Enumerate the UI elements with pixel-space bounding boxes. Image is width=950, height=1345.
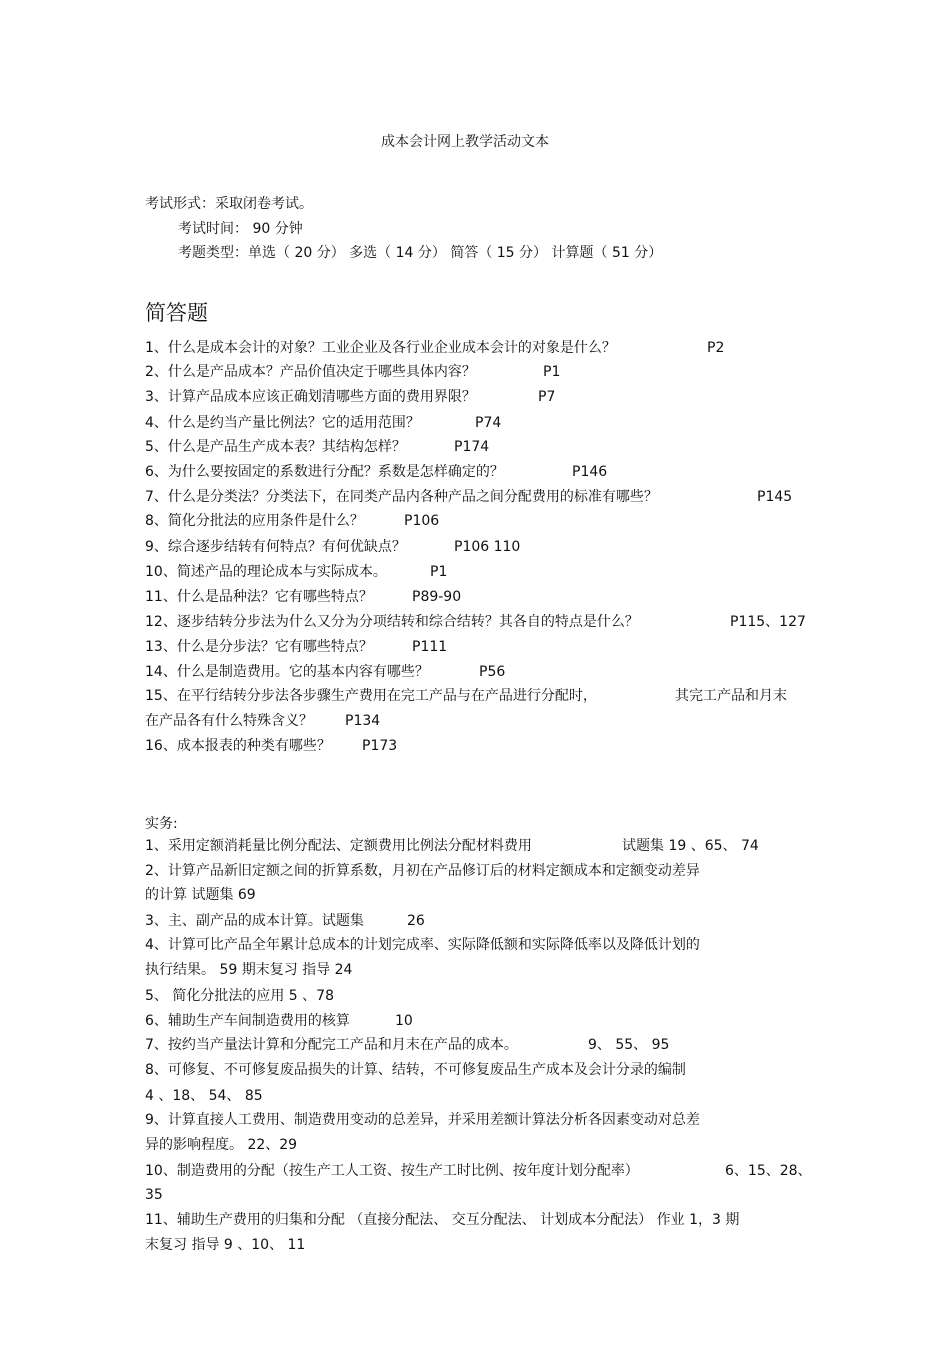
practice-item bbox=[145, 836, 759, 856]
exercise-reference: 6、15、28、 bbox=[725, 1163, 812, 1179]
practice-item bbox=[145, 1235, 305, 1255]
short-answer-item bbox=[145, 612, 806, 632]
page-reference: P111 bbox=[412, 639, 448, 655]
short-answer-item bbox=[145, 511, 440, 531]
question-text: 1、什么是成本会计的对象？工业企业及各行业企业成本会计的对象是什么？ bbox=[145, 340, 616, 356]
question-text: 10、简述产品的理论成本与实际成本。 bbox=[145, 564, 387, 580]
short-answer-item bbox=[145, 413, 502, 433]
short-answer-item bbox=[145, 562, 448, 582]
page-reference: P2 bbox=[707, 340, 725, 356]
question-text: 13、什么是分步法？它有哪些特点？ bbox=[145, 639, 373, 655]
document-title: 成本会计网上教学活动文本 bbox=[381, 134, 549, 150]
question-text: 4、什么是约当产量比例法？它的适用范围？ bbox=[145, 415, 420, 431]
page-reference: P74 bbox=[475, 415, 502, 431]
question-text: 5、什么是产品生产成本表？其结构怎样？ bbox=[145, 439, 406, 455]
practice-text: 末复习 指导 9 、10、 11 bbox=[145, 1237, 306, 1253]
page-reference: P145 bbox=[757, 489, 793, 505]
short-answer-item bbox=[145, 362, 561, 382]
practice-text: 7、按约当产量法计算和分配完工产品和月末在产品的成本。 bbox=[145, 1037, 518, 1053]
question-text: 9、综合逐步结转有何特点？有何优缺点？ bbox=[145, 539, 406, 555]
exercise-reference: 9、 55、 95 bbox=[588, 1037, 670, 1053]
practice-item bbox=[145, 861, 700, 881]
exam-time: 考试时间： 90 分钟 bbox=[178, 221, 303, 237]
question-text: 3、计算产品成本应该正确划清哪些方面的费用界限？ bbox=[145, 389, 476, 405]
short-answer-item bbox=[145, 637, 448, 657]
question-text: 7、什么是分类法？分类法下，在同类产品内各种产品之间分配费用的标准有哪些？ bbox=[145, 489, 658, 505]
question-text: 14、什么是制造费用。它的基本内容有哪些？ bbox=[145, 664, 429, 680]
page-reference: P173 bbox=[362, 738, 398, 754]
question-text: 6、为什么要按固定的系数进行分配？系数是怎样确定的？ bbox=[145, 464, 504, 480]
practice-text: 3、主、副产品的成本计算。试题集 bbox=[145, 913, 364, 929]
short-answer-item bbox=[145, 662, 506, 682]
practice-item bbox=[145, 1185, 163, 1205]
question-text: 16、成本报表的种类有哪些？ bbox=[145, 738, 331, 754]
practice-item bbox=[145, 885, 256, 905]
page-reference: P106 bbox=[404, 513, 440, 529]
practice-item bbox=[145, 1110, 700, 1130]
question-text: 2、什么是产品成本？产品价值决定于哪些具体内容？ bbox=[145, 364, 476, 380]
short-answer-item bbox=[145, 338, 725, 358]
page-reference: P7 bbox=[538, 389, 556, 405]
practice-text: 10、制造费用的分配（按生产工人工资、按生产工时比例、按年度计划分配率） bbox=[145, 1163, 639, 1179]
question-text: 8、简化分批法的应用条件是什么？ bbox=[145, 513, 364, 529]
exercise-reference: 10 bbox=[395, 1013, 413, 1029]
short-answer-item bbox=[145, 686, 787, 706]
practice-text: 4、计算可比产品全年累计总成本的计划完成率、实际降低额和实际降低率以及降低计划的 bbox=[145, 937, 700, 953]
exam-question-types: 考题类型：单选（ 20 分） 多选（ 14 分） 简答（ 15 分） 计算题（ 51 分） bbox=[178, 245, 663, 261]
practice-heading: 实务: bbox=[145, 816, 178, 832]
short-answer-item bbox=[145, 462, 608, 482]
exercise-reference: 26 bbox=[407, 913, 425, 929]
question-text: 11、什么是品种法？它有哪些特点？ bbox=[145, 589, 373, 605]
short-answer-item bbox=[145, 587, 462, 607]
practice-text: 的计算 试题集 69 bbox=[145, 887, 256, 903]
page-reference: P89-90 bbox=[412, 589, 462, 605]
page-reference: P174 bbox=[454, 439, 490, 455]
short-answer-item bbox=[145, 736, 398, 756]
short-answer-item bbox=[145, 711, 381, 731]
practice-text: 6、辅助生产车间制造费用的核算 bbox=[145, 1013, 350, 1029]
practice-item bbox=[145, 1060, 686, 1080]
question-text: 12、逐步结转分步法为什么又分为分项结转和综合结转？其各自的特点是什么？ bbox=[145, 614, 639, 630]
page-reference: P134 bbox=[345, 713, 381, 729]
practice-text: 5、 简化分批法的应用 5 、78 bbox=[145, 988, 334, 1004]
practice-item bbox=[145, 1135, 297, 1155]
practice-text: 8、可修复、不可修复废品损失的计算、结转，不可修复废品生产成本及会计分录的编制 bbox=[145, 1062, 686, 1078]
practice-item bbox=[145, 911, 425, 931]
page-reference: 其完工产品和月末 bbox=[675, 688, 787, 704]
page-reference: P115、127 bbox=[730, 614, 806, 630]
practice-text: 35 bbox=[145, 1187, 163, 1203]
exam-form: 考试形式：采取闭卷考试。 bbox=[145, 196, 313, 212]
practice-item bbox=[145, 935, 700, 955]
practice-text: 4 、18、 54、 85 bbox=[145, 1088, 263, 1104]
practice-item bbox=[145, 1035, 670, 1055]
practice-item bbox=[145, 1210, 739, 1230]
practice-item bbox=[145, 960, 352, 980]
practice-text: 11、辅助生产费用的归集和分配 （直接分配法、 交互分配法、 计划成本分配法） 作业 1，3 期 bbox=[145, 1212, 740, 1228]
practice-text: 异的影响程度。 22、29 bbox=[145, 1137, 298, 1153]
page-reference: P56 bbox=[479, 664, 506, 680]
practice-item bbox=[145, 1161, 812, 1181]
practice-text: 9、计算直接人工费用、制造费用变动的总差异，并采用差额计算法分析各因素变动对总差 bbox=[145, 1112, 700, 1128]
question-text: 15、在平行结转分步法各步骤生产费用在完工产品与在产品进行分配时， bbox=[145, 688, 597, 704]
practice-item bbox=[145, 1011, 413, 1031]
page-reference: P106 110 bbox=[454, 539, 521, 555]
page-reference: P146 bbox=[572, 464, 608, 480]
exercise-reference: 试题集 19 、65、 74 bbox=[622, 838, 759, 854]
question-text: 在产品各有什么特殊含义？ bbox=[145, 713, 313, 729]
practice-text: 2、计算产品新旧定额之间的折算系数，月初在产品修订后的材料定额成本和定额变动差异 bbox=[145, 863, 700, 879]
short-answer-item bbox=[145, 387, 556, 407]
page-reference: P1 bbox=[543, 364, 561, 380]
short-answer-item bbox=[145, 437, 490, 457]
short-answer-item bbox=[145, 487, 793, 507]
short-answer-heading: 简答题 bbox=[145, 301, 208, 325]
short-answer-item bbox=[145, 537, 521, 557]
practice-item bbox=[145, 1086, 263, 1106]
practice-item bbox=[145, 986, 334, 1006]
practice-text: 执行结果。 59 期末复习 指导 24 bbox=[145, 962, 353, 978]
practice-text: 1、采用定额消耗量比例分配法、定额费用比例法分配材料费用 bbox=[145, 838, 532, 854]
page-reference: P1 bbox=[430, 564, 448, 580]
